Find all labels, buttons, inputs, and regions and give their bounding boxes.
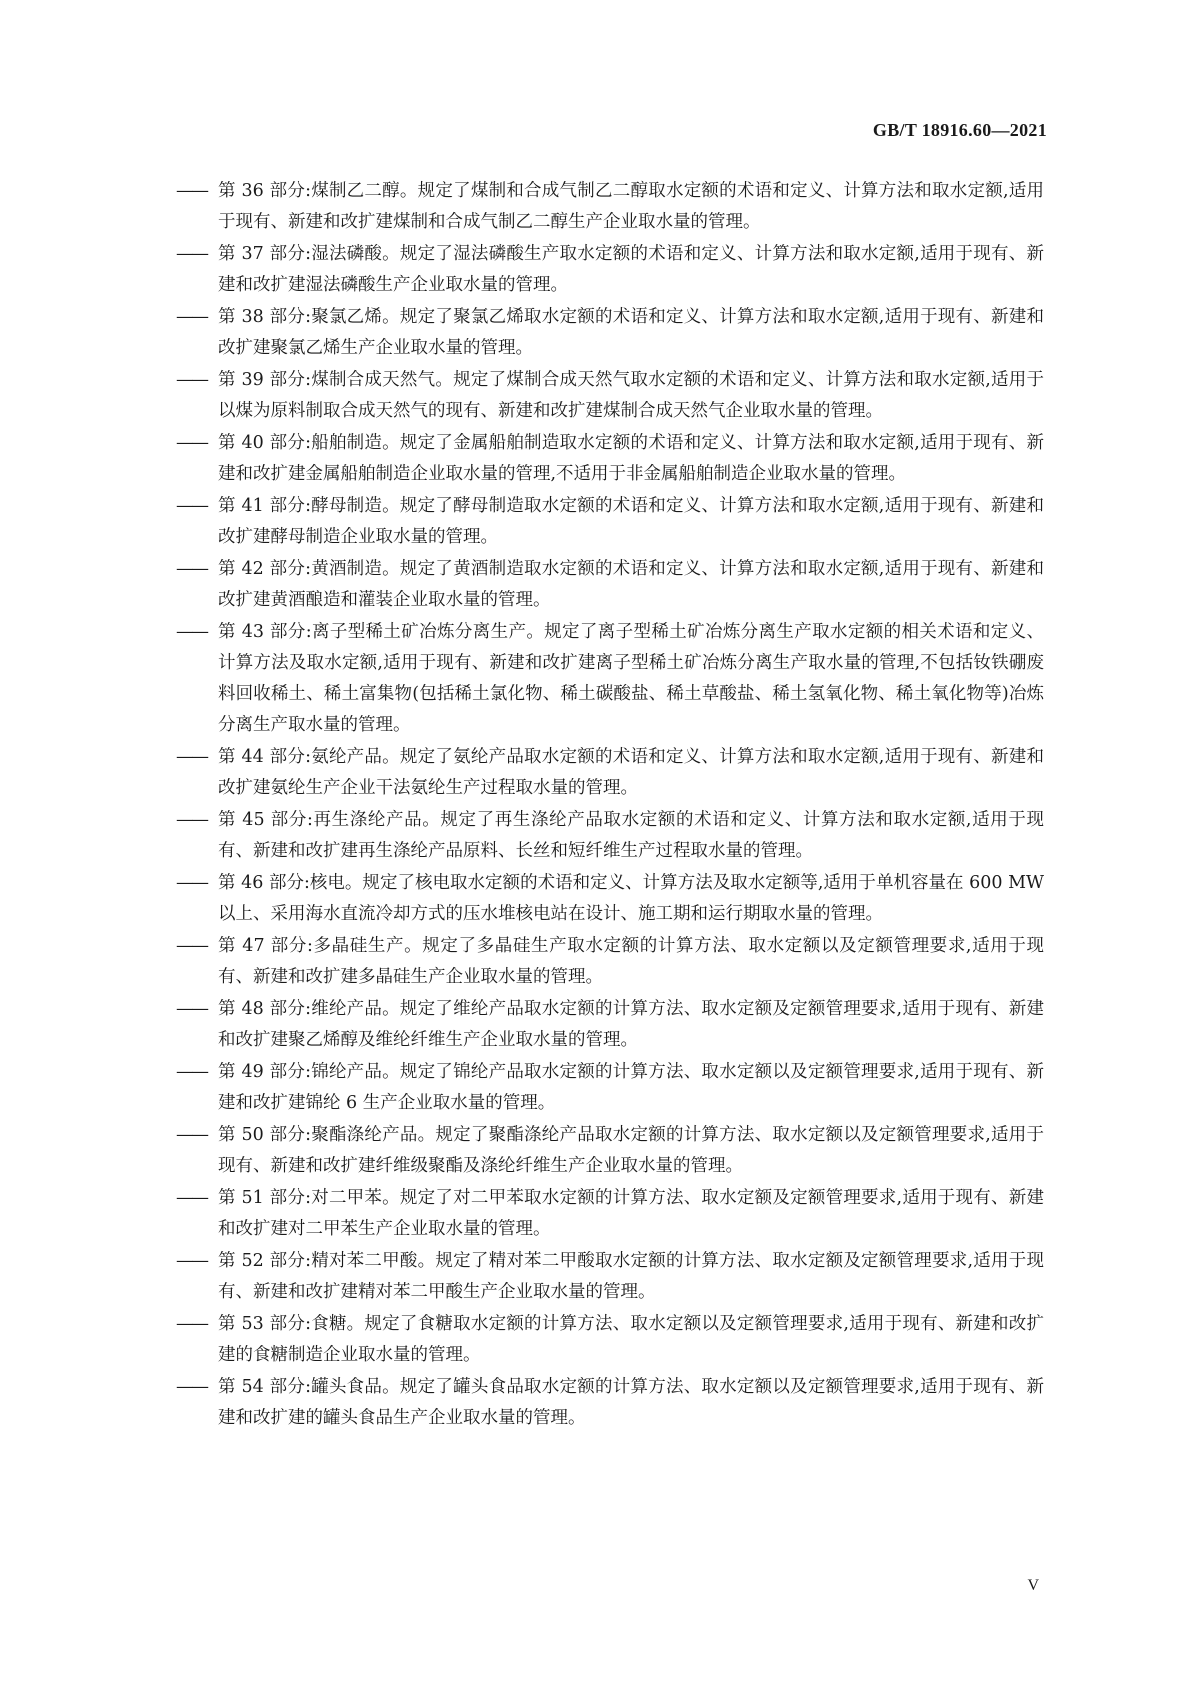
list-item-text: 第 48 部分:维纶产品。规定了维纶产品取水定额的计算方法、取水定额及定额管理要求,适用于现有、新建和改扩建聚乙烯醇及维纶纤维生产企业取水量的管理。 [218, 999, 1044, 1050]
list-item-text: 第 53 部分:食糖。规定了食糖取水定额的计算方法、取水定额以及定额管理要求,适用于现有、新建和改扩建的食糖制造企业取水量的管理。 [218, 1314, 1044, 1365]
list-item-text: 第 51 部分:对二甲苯。规定了对二甲苯取水定额的计算方法、取水定额及定额管理要求,适用于现有、新建和改扩建对二甲苯生产企业取水量的管理。 [218, 1188, 1044, 1239]
list-item-text: 第 54 部分:罐头食品。规定了罐头食品取水定额的计算方法、取水定额以及定额管理要求,适用于现有、新建和改扩建的罐头食品生产企业取水量的管理。 [218, 1377, 1044, 1428]
page-number: V [1027, 1577, 1039, 1594]
list-item [176, 1372, 1044, 1434]
em-dash: —— [176, 622, 207, 642]
list-item-text: 第 45 部分:再生涤纶产品。规定了再生涤纶产品取水定额的术语和定义、计算方法和取水定额,适用于现有、新建和改扩建再生涤纶产品原料、长丝和短纤维生产过程取水量的管理。 [218, 810, 1044, 861]
em-dash: —— [176, 1062, 207, 1082]
list-item [176, 1183, 1044, 1245]
list-item [176, 617, 1044, 741]
list-item [176, 805, 1044, 867]
list-item-text: 第 41 部分:酵母制造。规定了酵母制造取水定额的术语和定义、计算方法和取水定额,适用于现有、新建和改扩建酵母制造企业取水量的管理。 [218, 496, 1044, 547]
em-dash: —— [176, 1314, 207, 1334]
em-dash: —— [176, 181, 207, 201]
list-item [176, 176, 1044, 238]
list-item [176, 1120, 1044, 1182]
list-item-text: 第 47 部分:多晶硅生产。规定了多晶硅生产取水定额的计算方法、取水定额以及定额管理要求,适用于现有、新建和改扩建多晶硅生产企业取水量的管理。 [218, 936, 1044, 987]
list-item [176, 554, 1044, 616]
list-item-text: 第 44 部分:氨纶产品。规定了氨纶产品取水定额的术语和定义、计算方法和取水定额,适用于现有、新建和改扩建氨纶生产企业干法氨纶生产过程取水量的管理。 [218, 747, 1044, 798]
em-dash: —— [176, 244, 207, 264]
list-item-text: 第 46 部分:核电。规定了核电取水定额的术语和定义、计算方法及取水定额等,适用于单机容量在 600 MW 以上、采用海水直流冷却方式的压水堆核电站在设计、施工期和运行期取水量的管理。 [218, 873, 1044, 924]
list-item [176, 1309, 1044, 1371]
em-dash: —— [176, 936, 207, 956]
list-item [176, 428, 1044, 490]
list-item-text: 第 36 部分:煤制乙二醇。规定了煤制和合成气制乙二醇取水定额的术语和定义、计算方法和取水定额,适用于现有、新建和改扩建煤制和合成气制乙二醇生产企业取水量的管理。 [218, 181, 1044, 232]
list-item [176, 239, 1044, 301]
list-item-text: 第 38 部分:聚氯乙烯。规定了聚氯乙烯取水定额的术语和定义、计算方法和取水定额,适用于现有、新建和改扩建聚氯乙烯生产企业取水量的管理。 [218, 307, 1044, 358]
list-item [176, 491, 1044, 553]
em-dash: —— [176, 433, 207, 453]
em-dash: —— [176, 873, 207, 893]
em-dash: —— [176, 559, 207, 579]
list-item-text: 第 39 部分:煤制合成天然气。规定了煤制合成天然气取水定额的术语和定义、计算方法和取水定额,适用于以煤为原料制取合成天然气的现有、新建和改扩建煤制合成天然气企业取水量的管理。 [218, 370, 1044, 421]
list-item [176, 302, 1044, 364]
list-item [176, 994, 1044, 1056]
em-dash: —— [176, 1251, 207, 1271]
em-dash: —— [176, 307, 207, 327]
list-item [176, 1057, 1044, 1119]
parts-list [176, 176, 1044, 1435]
list-item-text: 第 50 部分:聚酯涤纶产品。规定了聚酯涤纶产品取水定额的计算方法、取水定额以及定额管理要求,适用于现有、新建和改扩建纤维级聚酯及涤纶纤维生产企业取水量的管理。 [218, 1125, 1044, 1176]
list-item-text: 第 43 部分:离子型稀土矿冶炼分离生产。规定了离子型稀土矿冶炼分离生产取水定额的相关术语和定义、计算方法及取水定额,适用于现有、新建和改扩建离子型稀土矿冶炼分离生产取水量的管理,不包括钕铁硼废料回收稀土、稀土富集物(包括稀土氯化物、稀土碳酸盐、稀土草酸盐、稀土氢氧化物、稀土氧化物等)冶炼分离生产取水量的管理。 [218, 622, 1044, 735]
list-item [176, 931, 1044, 993]
list-item-text: 第 52 部分:精对苯二甲酸。规定了精对苯二甲酸取水定额的计算方法、取水定额及定额管理要求,适用于现有、新建和改扩建精对苯二甲酸生产企业取水量的管理。 [218, 1251, 1044, 1302]
standard-number: GB/T 18916.60—2021 [872, 120, 1047, 140]
em-dash: —— [176, 370, 207, 390]
list-item [176, 742, 1044, 804]
em-dash: —— [176, 496, 207, 516]
list-item-text: 第 40 部分:船舶制造。规定了金属船舶制造取水定额的术语和定义、计算方法和取水定额,适用于现有、新建和改扩建金属船舶制造企业取水量的管理,不适用于非金属船舶制造企业取水量的管理。 [218, 433, 1044, 484]
em-dash: —— [176, 999, 207, 1019]
em-dash: —— [176, 1188, 207, 1208]
list-item-text: 第 42 部分:黄酒制造。规定了黄酒制造取水定额的术语和定义、计算方法和取水定额,适用于现有、新建和改扩建黄酒酿造和灌装企业取水量的管理。 [218, 559, 1044, 610]
list-item-text: 第 37 部分:湿法磷酸。规定了湿法磷酸生产取水定额的术语和定义、计算方法和取水定额,适用于现有、新建和改扩建湿法磷酸生产企业取水量的管理。 [218, 244, 1044, 295]
em-dash: —— [176, 810, 207, 830]
list-item-text: 第 49 部分:锦纶产品。规定了锦纶产品取水定额的计算方法、取水定额以及定额管理要求,适用于现有、新建和改扩建锦纶 6 生产企业取水量的管理。 [218, 1062, 1044, 1113]
em-dash: —— [176, 1377, 207, 1397]
em-dash: —— [176, 1125, 207, 1145]
list-item [176, 365, 1044, 427]
list-item [176, 868, 1044, 930]
em-dash: —— [176, 747, 207, 767]
list-item [176, 1246, 1044, 1308]
